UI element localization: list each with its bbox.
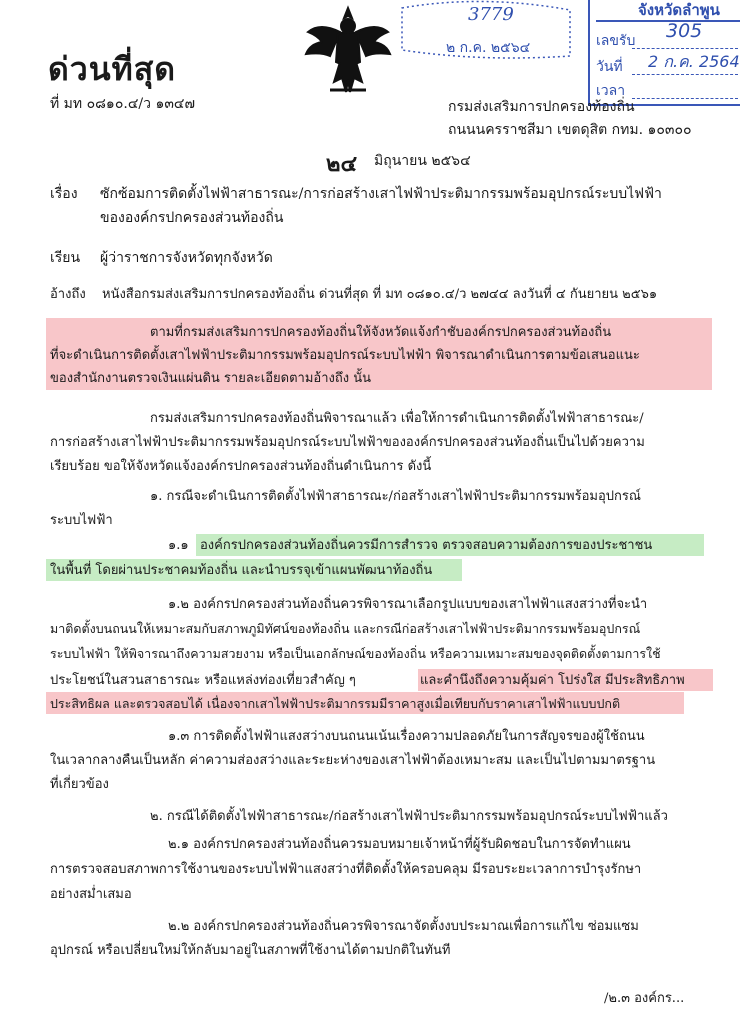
date-day: ๒๔ [326, 151, 358, 177]
para-1-line-3: ของสำนักงานตรวจเงินแผ่นดิน รายละเอียดตามอ้างถึง นั้น [50, 371, 371, 386]
subject-label: เรื่อง [50, 186, 78, 202]
urgency-label: ด่วนที่สุด [48, 50, 177, 88]
section-1-line-2: ระบบไฟฟ้า [50, 513, 113, 528]
stamp-line-time [632, 98, 738, 99]
subject-line-2: ขององค์กรปกครองส่วนท้องถิ่น [100, 210, 284, 226]
item-1-2-line-4b: และคำนึงถึงความคุ้มค่า โปร่งใส มีประสิทธิภาพ [420, 673, 685, 688]
item-2-1-line-1: ๒.๑ องค์กรปกครองส่วนท้องถิ่นควรมอบหมายเจ้าหน้าที่ผู้รับผิดชอบในการจัดทำแผน [168, 837, 631, 852]
received-number: 3779 [468, 4, 514, 25]
item-1-1-number: ๑.๑ [168, 538, 189, 553]
to-text: ผู้ว่าราชการจังหวัดทุกจังหวัด [100, 250, 273, 266]
stamp-hand-no: 305 [666, 20, 703, 42]
section-1-line-1: ๑. กรณีจะดำเนินการติดตั้งไฟฟ้าสาธารณะ/ก่อสร้างเสาไฟฟ้าประติมากรรมพร้อมอุปกรณ์ [150, 489, 641, 504]
agency-address: ถนนนครราชสีมา เขตดุสิต กทม. ๑๐๓๐๐ [448, 122, 692, 138]
date-month-year: มิถุนายน ๒๕๖๔ [374, 153, 471, 169]
to-label: เรียน [50, 250, 81, 266]
item-2-1-line-2: การตรวจสอบสภาพการใช้งานของระบบไฟฟ้าแสงสว่างที่ติดตั้งให้ครอบคลุม มีรอบระยะเวลาการบำรุงรักษา [50, 862, 642, 877]
item-1-3-line-1: ๑.๓ การติดตั้งไฟฟ้าแสงสว่างบนถนนเน้นเรื่องความปลอดภัยในการสัญจรของผู้ใช้ถนน [168, 729, 645, 744]
stamp-label-no: เลขรับ [596, 33, 636, 49]
received-date: ๒ ก.ค. ๒๕๖๔ [446, 40, 531, 56]
item-1-3-line-3: ที่เกี่ยวข้อง [50, 777, 109, 792]
para-1-line-2: ที่จะดำเนินการติดตั้งเสาไฟฟ้าประติมากรรมพร้อมอุปกรณ์ระบบไฟฟ้า พิจารณาดำเนินการตามข้อเสนอแนะ [50, 348, 640, 363]
stamp-label-time: เวลา [596, 83, 626, 99]
item-1-3-line-2: ในเวลากลางคืนเป็นหลัก ค่าความส่องสว่างและระยะห่างของเสาไฟฟ้าต้องเหมาะสม และเป็นไปตามมาตรฐาน [50, 753, 656, 768]
province-stamp-title: จังหวัดลำพูน [596, 0, 740, 22]
refer-text: หนังสือกรมส่งเสริมการปกครองท้องถิ่น ด่วนที่สุด ที่ มท ๐๘๑๐.๔/ว ๒๗๔๔ ลงวันที่ ๔ กันยายน ๒๕๖๑ [102, 287, 658, 302]
section-2-line-1: ๒. กรณีได้ติดตั้งไฟฟ้าสาธารณะ/ก่อสร้างเสาไฟฟ้าประติมากรรมพร้อมอุปกรณ์ระบบไฟฟ้าแล้ว [150, 809, 668, 824]
para-2-line-2: การก่อสร้างเสาไฟฟ้าประติมากรรมพร้อมอุปกรณ์ระบบไฟฟ้าขององค์กรปกครองส่วนท้องถิ่นเป็นไปด้วยความ [50, 435, 645, 450]
stamp-line-no [632, 48, 738, 49]
agency-name: กรมส่งเสริมการปกครองท้องถิ่น [448, 99, 635, 115]
item-1-2-line-1: ๑.๒ องค์กรปกครองส่วนท้องถิ่นควรพิจารณาเลือกรูปแบบของเสาไฟฟ้าแสงสว่างที่จะนำ [168, 597, 648, 612]
item-1-1-line-2: ในพื้นที่ โดยผ่านประชาคมท้องถิ่น และนำบรรจุเข้าแผนพัฒนาท้องถิ่น [50, 563, 433, 578]
continuation-marker: /๒.๓ องค์กร... [604, 991, 685, 1006]
item-1-2-line-3: ระบบไฟฟ้า ให้พิจารณาถึงความสวยงาม หรือเป็นเอกลักษณ์ของท้องถิ่น หรือความเหมาะสมของจุดติดตั้งตามการใช้ [50, 646, 661, 661]
province-stamp [588, 0, 740, 106]
received-stamp [382, 0, 582, 96]
para-2-line-1: กรมส่งเสริมการปกครองท้องถิ่นพิจารณาแล้ว เพื่อให้การดำเนินการติดตั้งไฟฟ้าสาธารณะ/ [150, 411, 644, 426]
item-1-2-line-2: มาติดตั้งบนถนนให้เหมาะสมกับสภาพภูมิทัศน์ของท้องถิ่น และกรณีก่อสร้างเสาไฟฟ้าประติมากรรมพร้อมอุปกรณ์ [50, 621, 641, 636]
subject-line-1: ซักซ้อมการติดตั้งไฟฟ้าสาธารณะ/การก่อสร้างเสาไฟฟ้าประติมากรรมพร้อมอุปกรณ์ระบบไฟฟ้า [100, 186, 662, 202]
para-1-line-1: ตามที่กรมส่งเสริมการปกครองท้องถิ่นให้จังหวัดแจ้งกำชับองค์กรปกครองส่วนท้องถิ่น [150, 325, 612, 340]
stamp-hand-date: 2 ก.ค. 2564 [648, 52, 740, 71]
item-1-2-line-4a: ประโยชน์ในสวนสาธารณะ หรือแหล่งท่องเที่ยวสำคัญ ๆ [50, 673, 356, 688]
stamp-label-date: วันที่ [596, 59, 623, 75]
item-2-2-line-1: ๒.๒ องค์กรปกครองส่วนท้องถิ่นควรพิจารณาจัดตั้งงบประมาณเพื่อการแก้ไข ซ่อมแซม [168, 919, 639, 934]
para-2-line-3: เรียบร้อย ขอให้จังหวัดแจ้งองค์กรปกครองส่วนท้องถิ่นดำเนินการ ดังนี้ [50, 459, 432, 474]
refer-label: อ้างถึง [50, 287, 86, 302]
item-1-2-line-5: ประสิทธิผล และตรวจสอบได้ เนื่องจากเสาไฟฟ้าประติมากรรมมีราคาสูงเมื่อเทียบกับราคาเสาไฟฟ้าแบบปกติ [50, 696, 621, 711]
reference-number: ที่ มท ๐๘๑๐.๔/ว ๑๓๔๗ [50, 96, 196, 112]
item-2-1-line-3: อย่างสม่ำเสมอ [50, 887, 132, 902]
item-2-2-line-2: อุปกรณ์ หรือเปลี่ยนใหม่ให้กลับมาอยู่ในสภาพที่ใช้งานได้ตามปกติในทันที [50, 943, 451, 958]
item-1-1-line-1: องค์กรปกครองส่วนท้องถิ่นควรมีการสำรวจ ตรวจสอบความต้องการของประชาชน [200, 538, 653, 553]
